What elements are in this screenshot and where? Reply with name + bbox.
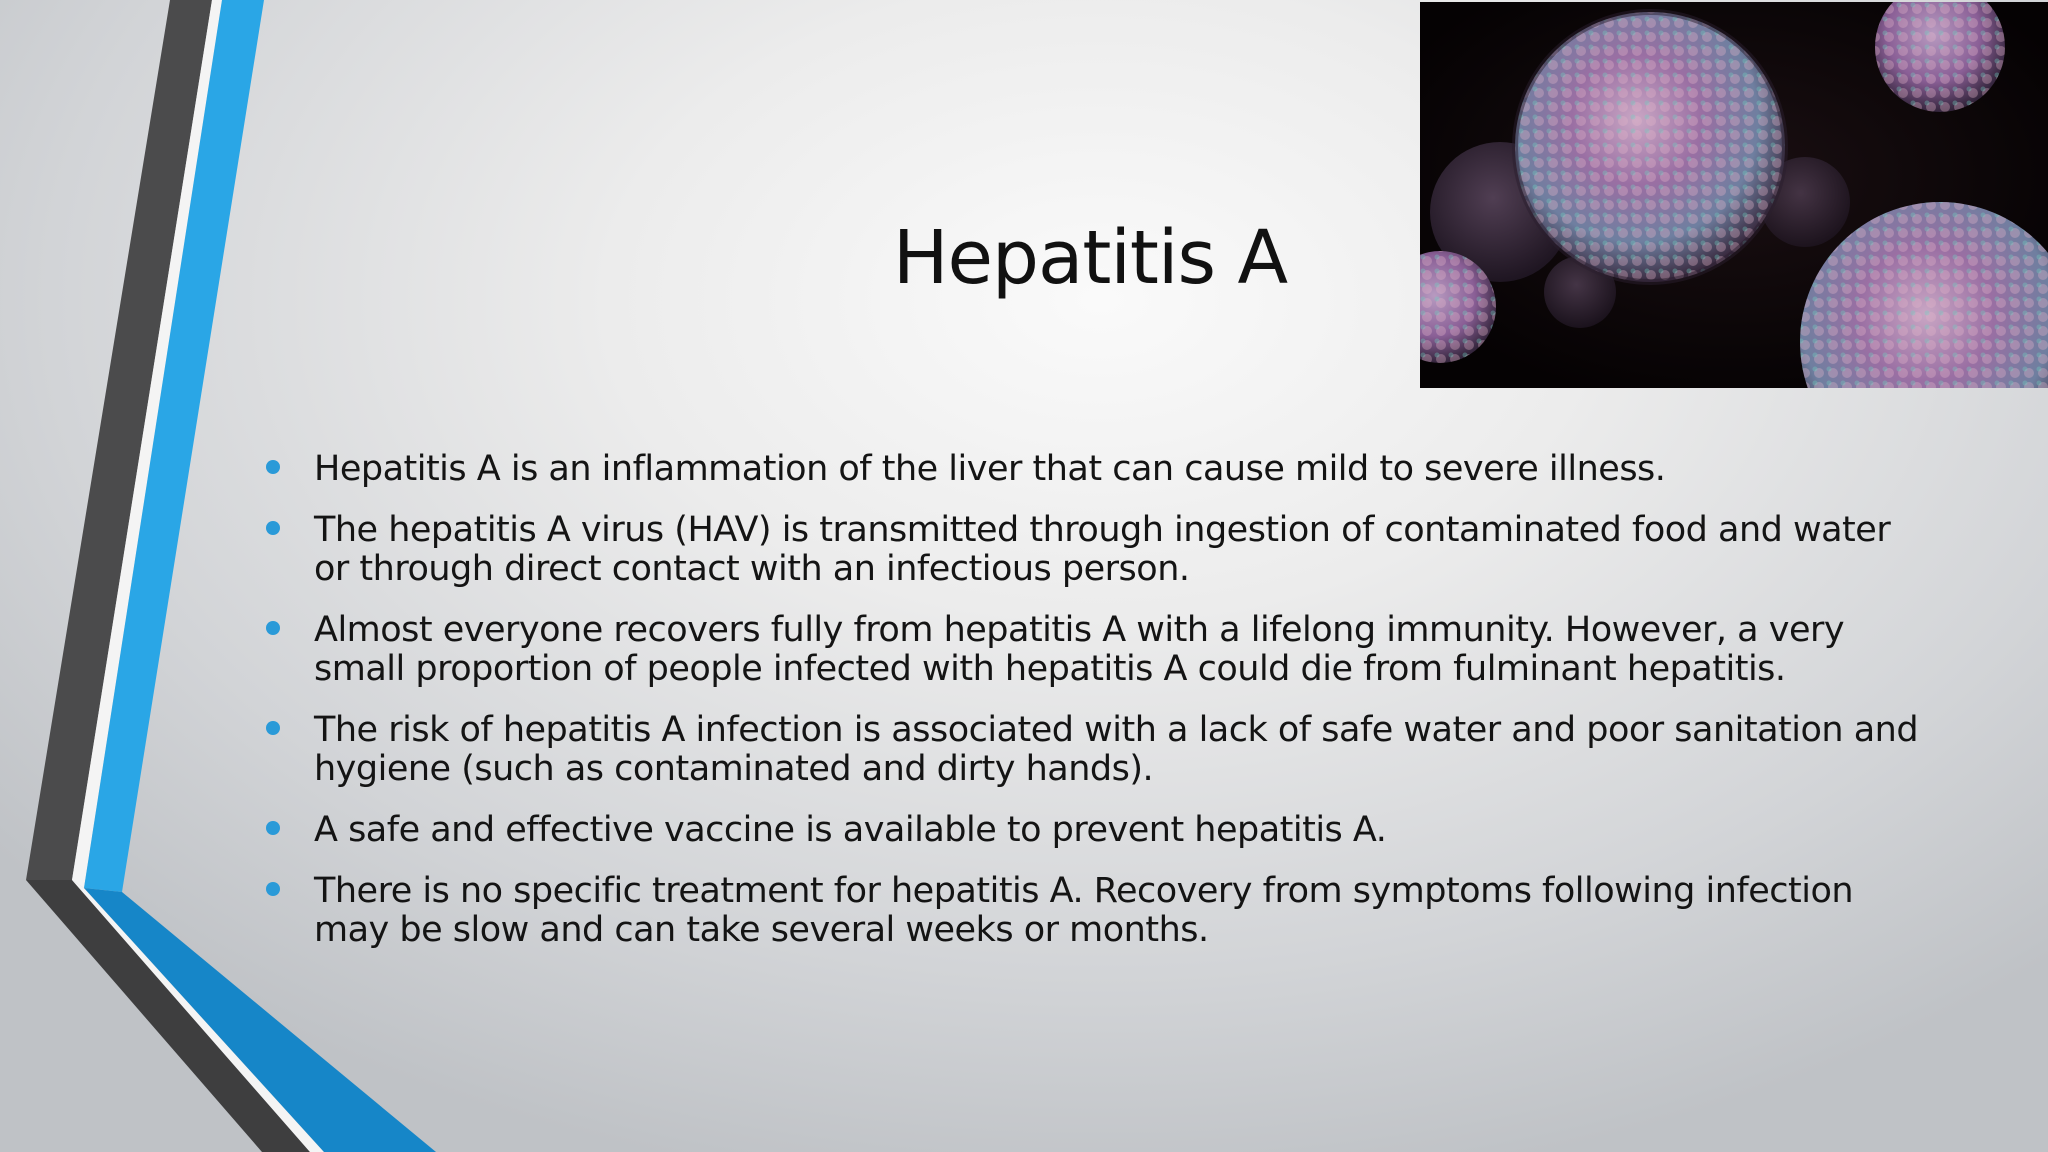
- bullet-dot-icon: [266, 882, 280, 896]
- slide-title: Hepatitis A: [892, 215, 1288, 301]
- bullet-text: A safe and effective vaccine is available to prevent hepatitis A.: [314, 810, 1387, 850]
- bullet-item: [264, 450, 1924, 489]
- bullet-text: The risk of hepatitis A infection is associated with a lack of safe water and poor sanitation and hygiene (such as contaminated and dirty hands).: [314, 710, 1919, 789]
- bullet-dot-icon: [266, 721, 280, 735]
- bullet-dot-icon: [266, 621, 280, 635]
- bullet-text: There is no specific treatment for hepatitis A. Recovery from symptoms following infection may be slow and can take several weeks or months.: [314, 871, 1854, 950]
- bullet-text: The hepatitis A virus (HAV) is transmitted through ingestion of contaminated food and water or through direct contact with an infectious person.: [314, 510, 1891, 589]
- bullet-item: [264, 611, 1924, 689]
- virus-particles-image: [1420, 2, 2048, 388]
- bullet-dot-icon: [266, 460, 280, 474]
- bullet-dot-icon: [266, 821, 280, 835]
- bullet-item: [264, 511, 1924, 589]
- white-stripe-upper: [72, 0, 222, 888]
- bullet-item: [264, 811, 1924, 850]
- bullet-text: Hepatitis A is an inflammation of the liver that can cause mild to severe illness.: [314, 449, 1666, 489]
- bullet-item: [264, 872, 1924, 950]
- bullet-dot-icon: [266, 521, 280, 535]
- bullet-list: [264, 450, 1924, 972]
- bullet-item: [264, 711, 1924, 789]
- bullet-text: Almost everyone recovers fully from hepatitis A with a lifelong immunity. However, a very small proportion of people infected with hepatitis A could die from fulminant hepatitis.: [314, 610, 1845, 689]
